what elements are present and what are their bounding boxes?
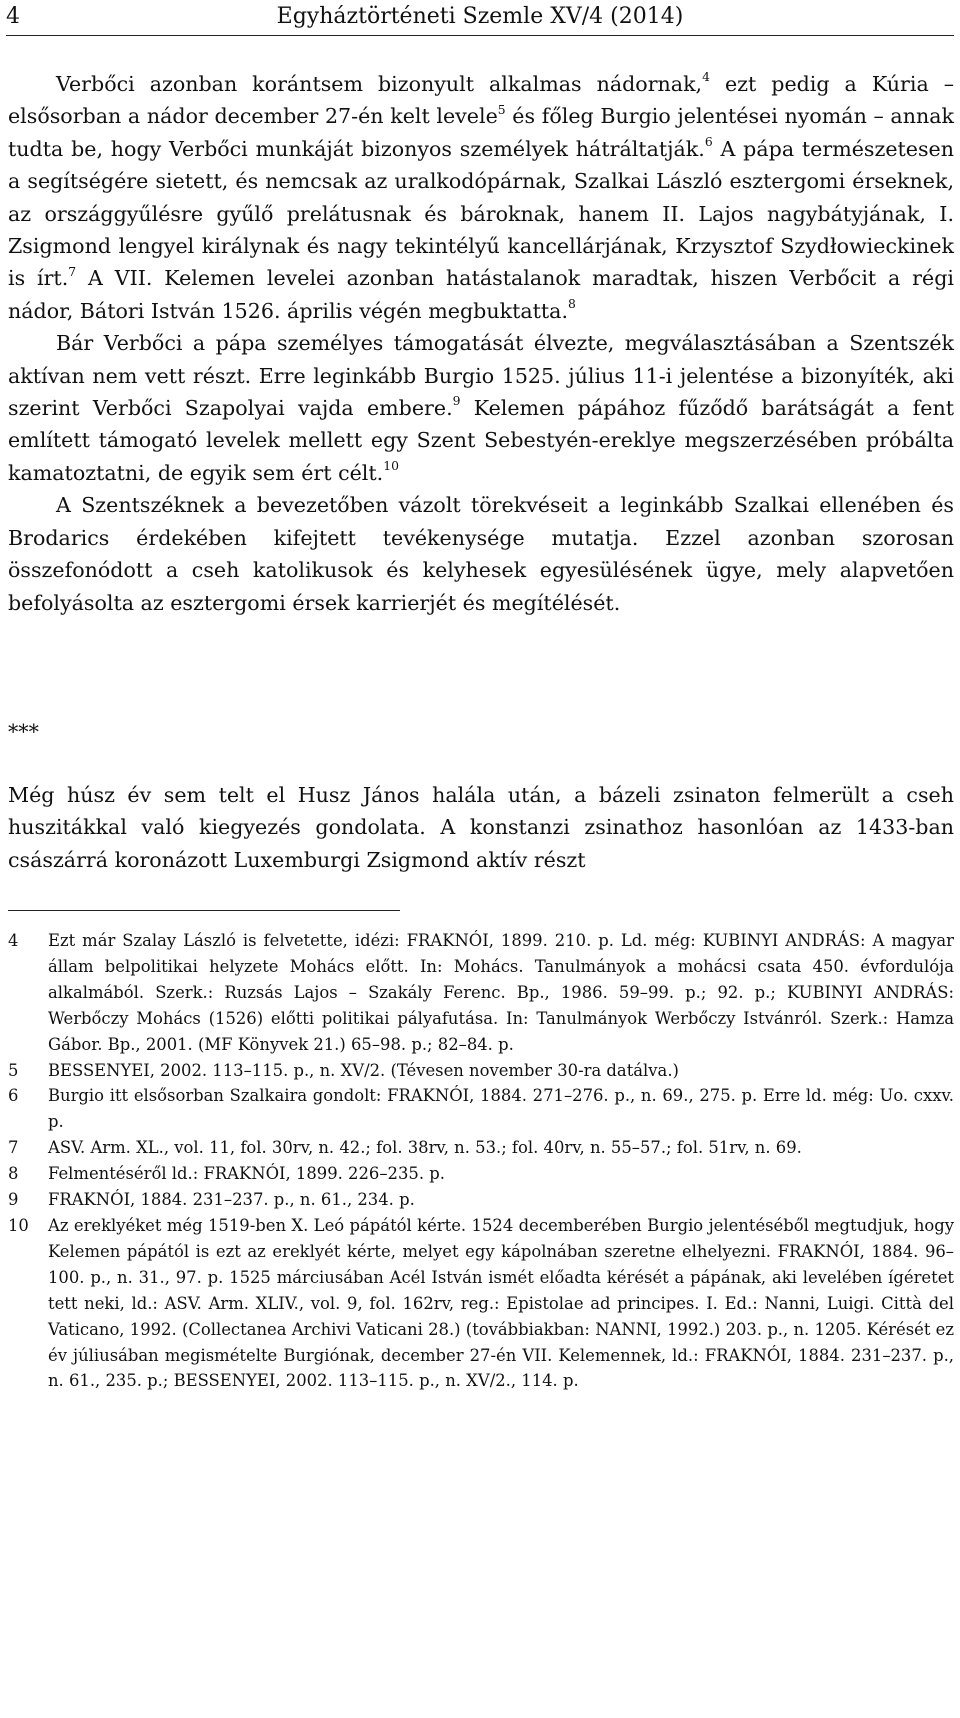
footnote-text: FRAKNÓI, 1884. 231–237. p., n. 61., 234. p. bbox=[48, 1190, 415, 1210]
footnote-text: Felmentéséről ld.: FRAKNÓI, 1899. 226–235. p. bbox=[48, 1164, 445, 1184]
footnote-number: 4 bbox=[8, 931, 19, 950]
footnote-7 bbox=[8, 1135, 954, 1161]
footnote-4 bbox=[8, 928, 954, 1058]
paragraph-3: A Szentszéknek a bevezetőben vázolt törekvéseit a leginkább Szalkai ellenében és Brodarics érdekében kifejtett tevékenysége mutatja. Ezzel azonban szorosan összefonódott a cseh katolikusok és kelyhesek egyesülésének ügye, mely alapvetően befolyásolta az esztergomi érsek karrierjét és megítélését. bbox=[8, 493, 954, 615]
footnote-text: Burgio itt elsősorban Szalkaira gondolt: FRAKNÓI, 1884. 271–276. p., n. 69., 275. p. Erre ld. még: Uo. cxxv. p. bbox=[48, 1086, 954, 1132]
page-number: 4 bbox=[6, 4, 20, 29]
footnote-text: ASV. Arm. XL., vol. 11, fol. 30rv, n. 42.; fol. 38rv, n. 53.; fol. 40rv, n. 55–57.; fol. 51rv, n. 69. bbox=[48, 1138, 802, 1158]
footnote-number: 10 bbox=[8, 1215, 29, 1235]
footnote-ref-9[interactable]: 9 bbox=[452, 394, 461, 409]
footnote-text: Az ereklyéket még 1519-ben X. Leó pápától kérte. 1524 decemberében Burgio jelentéséből megtudjuk, hogy Kelemen pápától is ezt az ereklyét kérte, melyet egy kápolnában szeretne elhelyezni. FRAKNÓI, 1884. 96–100. p., n. 31., 97. p. 1525 márciusában Acél István ismét előadta kérését a pápának, aki levelében ígéretet tett neki, ld.: ASV. Arm. XLIV., vol. 9, fol. 162rv, reg.: Epistolae ad principes. I. Ed.: Nanni, Luigi. Città del Vaticano, 1992. (Collectanea Archivi Vaticani 28.) (továbbiakban: NANNI, 1992.) 203. p., n. 1205. Kérését ez év júliusában megismételte Burgiónak, december 27-én VII. Kelemennek, ld.: FRAKNÓI, 1884. 231–237. p., n. 61., 235. p.; BESSENYEI, 2002. 113–115. p., n. XV/2., 114. p. bbox=[48, 1215, 954, 1391]
footnote-9 bbox=[8, 1187, 954, 1213]
text-run: Kelemen pápához fűződő barátságát a fent említett támogató levelek mellett egy Szent Sebestyén-ereklye megszerzésében próbálta kamatoztatni, de egyik sem ért célt. bbox=[8, 396, 954, 485]
footnote-8 bbox=[8, 1161, 954, 1187]
footnotes bbox=[8, 928, 954, 1394]
text-run: ezt pedig a Kúria – elsősorban a nádor december 27-én kelt levele bbox=[8, 72, 954, 129]
text-run: Verbőci azonban korántsem bizonyult alkalmas nádornak, bbox=[56, 72, 703, 96]
footnote-number: 6 bbox=[8, 1086, 19, 1106]
main-text bbox=[8, 68, 954, 619]
footnote-ref-10[interactable]: 10 bbox=[383, 459, 399, 474]
footnote-5 bbox=[8, 1058, 954, 1084]
footnote-number: 9 bbox=[8, 1190, 19, 1210]
footnote-text: BESSENYEI, 2002. 113–115. p., n. XV/2. (Tévesen november 30-ra datálva.) bbox=[48, 1060, 679, 1080]
footnote-ref-6[interactable]: 6 bbox=[704, 134, 713, 149]
footnote-rule bbox=[8, 910, 400, 911]
page-header bbox=[0, 0, 960, 36]
paragraph-2 bbox=[8, 327, 954, 489]
text-run: Bár Verbőci a pápa személyes támogatását élvezte, megválasztásában a Szentszék aktívan nem vett részt. Erre leginkább Burgio 1525. július 11-i jelentése a bizonyíték, aki szerint Verbőci Szapolyai vajda embere. bbox=[8, 331, 954, 421]
section-break: *** bbox=[8, 720, 39, 744]
section-text bbox=[8, 779, 954, 876]
footnote-number: 7 bbox=[8, 1138, 19, 1158]
footnote-10 bbox=[8, 1213, 954, 1394]
header-rule bbox=[6, 35, 954, 36]
paragraph-4: Még húsz év sem telt el Husz János halála után, a bázeli zsinaton felmerült a cseh huszitákkal való kiegyezés gondolata. A konstanzi zsinathoz hasonlóan az 1433-ban császárrá koronázott Luxemburgi Zsigmond aktív részt bbox=[8, 783, 954, 872]
footnote-number: 5 bbox=[8, 1060, 19, 1080]
footnote-ref-8[interactable]: 8 bbox=[568, 296, 576, 311]
footnote-ref-5[interactable]: 5 bbox=[497, 102, 506, 117]
text-run: és főleg Burgio jelentései nyomán – annak tudta be, hogy Verbőci munkáját bizonyos személyek hátráltatják. bbox=[8, 104, 954, 161]
footnote-ref-4[interactable]: 4 bbox=[702, 70, 710, 85]
footnote-ref-7[interactable]: 7 bbox=[68, 264, 77, 279]
paragraph-1 bbox=[8, 68, 954, 327]
text-run: A VII. Kelemen levelei azonban hatástalanok maradtak, hiszen Verbőcit a régi nádor, Bátori István 1526. április végén megbuktatta. bbox=[8, 266, 954, 323]
footnote-6 bbox=[8, 1083, 954, 1135]
text-run: A pápa természetesen a segítségére sietett, és nemcsak az uralkodópárnak, Szalkai László esztergomi érseknek, az országgyűlésre gyűlő prelátusnak és bároknak, hanem II. Lajos nagybátyjának, I. Zsigmond lengyel királynak és nagy tekintélyű kancellárjának, Krzysztof Szydłowieckinek is írt. bbox=[8, 136, 955, 291]
footnote-number: 8 bbox=[8, 1164, 19, 1184]
footnote-text: Ezt már Szalay László is felvetette, idézi: FRAKNÓI, 1899. 210. p. Ld. még: KUBINYI ANDRÁS: A magyar állam belpolitikai helyzete Mohács előtt. In: Mohács. Tanulmányok a mohácsi csata 450. évfordulója alkalmából. Szerk.: Ruzsás Lajos – Szakály Ferenc. Bp., 1986. 59–99. p.; 92. p.; KUBINYI ANDRÁS: Werbőczy Mohács (1526) előtti politikai pályafutása. In: Tanulmányok Werbőczy Istvánról. Szerk.: Hamza Gábor. Bp., 2001. (MF Könyvek 21.) 65–98. p.; 82–84. p. bbox=[48, 931, 954, 1054]
running-head: Egyháztörténeti Szemle XV/4 (2014) bbox=[276, 4, 684, 29]
